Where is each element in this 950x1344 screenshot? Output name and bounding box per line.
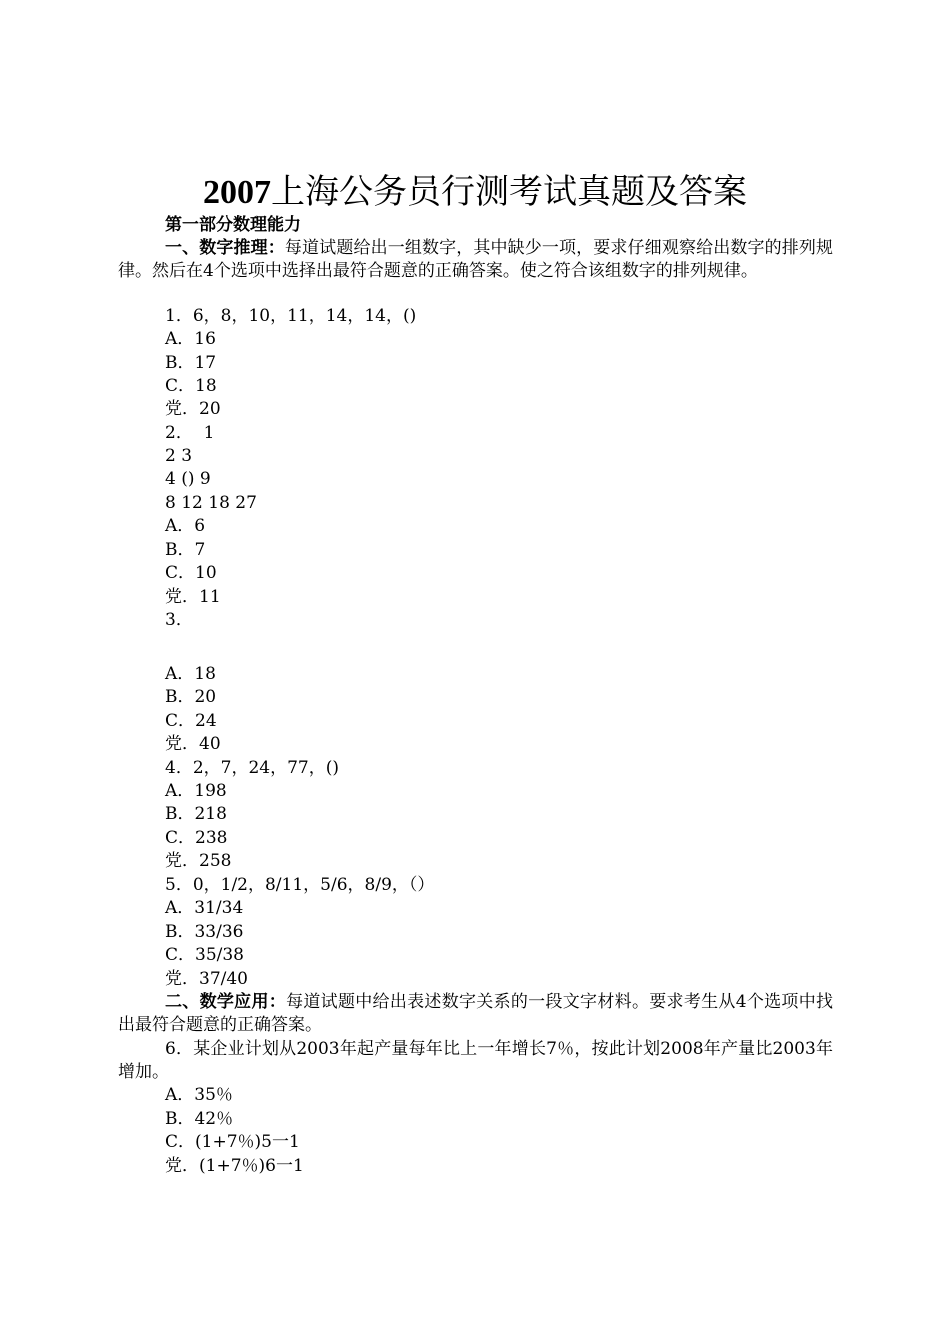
question-line: A．6 xyxy=(165,516,206,536)
question-6-text: 6．某企业计划从2003年起产量每年比上一年增长7％，按此计划2008年产量比2003年增加。 xyxy=(118,1039,833,1082)
section-1-instructions xyxy=(118,237,833,283)
question-line: B．17 xyxy=(165,353,217,373)
title-text: 上海公务员行测考试真题及答案 xyxy=(271,172,747,212)
question-line: B．42％ xyxy=(165,1109,234,1129)
question-line: B．33/36 xyxy=(165,922,244,942)
question-line: 党．258 xyxy=(165,851,232,871)
question-line: 4．2，7，24，77，() xyxy=(165,758,339,778)
question-line: 党．20 xyxy=(165,399,221,419)
question-line: 8 12 18 27 xyxy=(165,493,257,513)
section-1-label: 一、数字推理： xyxy=(165,238,285,258)
question-line: A．35％ xyxy=(165,1085,233,1105)
question-line: A．16 xyxy=(165,329,216,349)
question-line: 4 () 9 xyxy=(165,469,211,489)
question-line: C．18 xyxy=(165,376,217,396)
section-2-text: 每道试题中给出表述数字关系的一段文字材料。要求考生从4个选项中找出最符合题意的正确答案。 xyxy=(118,992,833,1035)
question-line: A．18 xyxy=(165,664,216,684)
section-2-label: 二、数学应用： xyxy=(165,992,287,1012)
section-2-instructions xyxy=(118,991,833,1037)
question-line: 3． xyxy=(165,610,193,630)
question-line: 党．11 xyxy=(165,587,221,607)
part-heading: 第一部分数理能力 xyxy=(165,215,301,235)
question-line: C．35/38 xyxy=(165,945,244,965)
question-line: B．7 xyxy=(165,540,206,560)
section-1-text: 每道试题给出一组数字，其中缺少一项，要求仔细观察给出数字的排列规律。然后在4个选项中选择出最符合题意的正确答案。使之符合该组数字的排列规律。 xyxy=(118,238,833,281)
question-line: B．218 xyxy=(165,804,227,824)
question-line: C．10 xyxy=(165,563,217,583)
question-line: 1．6，8，10，11，14，14，() xyxy=(165,306,417,326)
question-line: 2． 1 xyxy=(165,423,215,443)
title-year: 2007 xyxy=(203,174,271,211)
question-line: C．(1+7％)5一1 xyxy=(165,1132,300,1152)
document-title xyxy=(0,170,950,215)
question-line: 2 3 xyxy=(165,446,193,466)
question-line: 党．37/40 xyxy=(165,969,248,989)
question-line: 5．0，1/2，8/11，5/6，8/9，（） xyxy=(165,875,435,895)
question-line: 党．40 xyxy=(165,734,221,754)
question-line: C．238 xyxy=(165,828,228,848)
question-line: A．31/34 xyxy=(165,898,244,918)
question-line: C．24 xyxy=(165,711,217,731)
question-line: A．198 xyxy=(165,781,227,801)
question-line: B．20 xyxy=(165,687,217,707)
question-line: 党．(1+7％)6一1 xyxy=(165,1156,304,1176)
